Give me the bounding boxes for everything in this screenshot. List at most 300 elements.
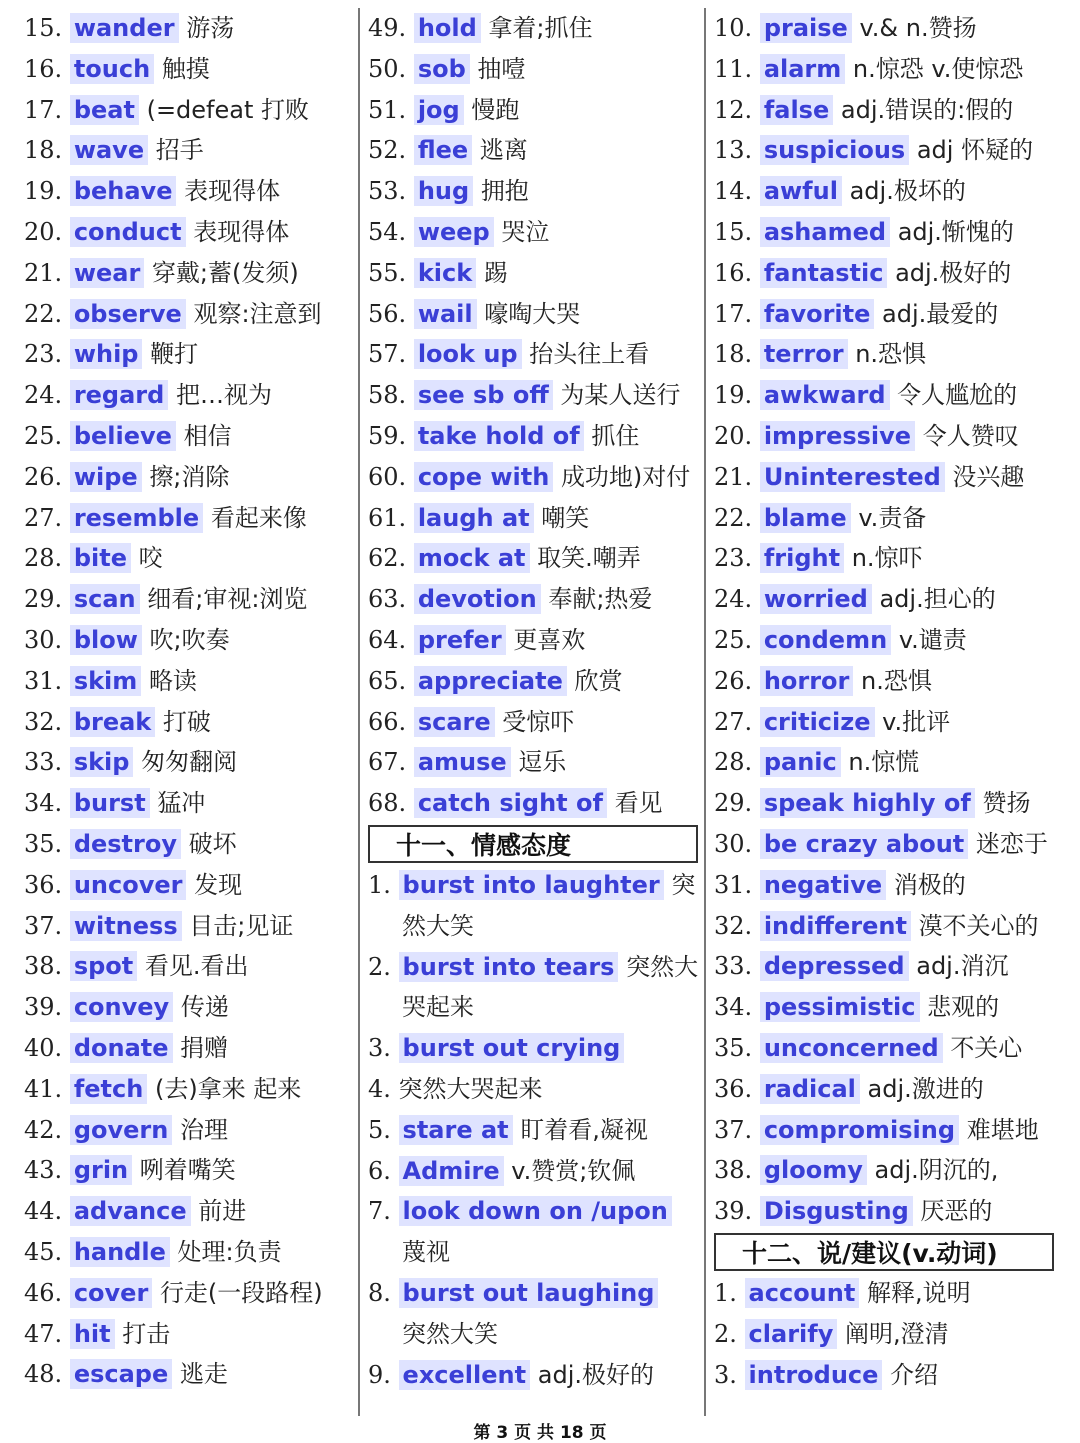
entry-number: 56. <box>368 299 407 328</box>
entry-number: 9. <box>368 1360 391 1389</box>
entry-term: praise <box>760 13 852 43</box>
entry-meaning: v.责备 <box>858 503 927 532</box>
entry-number: 27. <box>714 707 753 736</box>
vocab-entry <box>714 620 1054 661</box>
vocab-entry <box>714 1355 1054 1396</box>
vocab-entry <box>368 498 698 539</box>
entry-meaning: n.惊吓 <box>851 544 923 573</box>
entry-meaning: 难堪地 <box>966 1115 1039 1144</box>
entry-term: radical <box>760 1074 860 1104</box>
entry-term: fantastic <box>760 258 888 288</box>
entry-term: gloomy <box>760 1155 867 1185</box>
entry-term: donate <box>70 1033 173 1063</box>
vocab-entry <box>714 661 1054 702</box>
vocab-column-3 <box>714 8 1054 1416</box>
entry-number: 32. <box>24 707 63 736</box>
entry-meaning: 嘲笑 <box>541 503 590 532</box>
entry-meaning: 令人尴尬的 <box>897 381 1018 410</box>
entry-meaning: 抓住 <box>591 421 640 450</box>
entry-term: Disgusting <box>760 1196 913 1226</box>
entry-term: blame <box>760 503 851 533</box>
vocab-entry <box>368 1069 698 1110</box>
entry-number: 1. <box>368 870 391 899</box>
vocab-entry <box>24 171 358 212</box>
entry-term: believe <box>70 421 176 451</box>
entry-number: 67. <box>368 748 407 777</box>
entry-number: 30. <box>714 829 753 858</box>
entry-number: 47. <box>24 1319 63 1348</box>
entry-number: 27. <box>24 503 63 532</box>
entry-term: burst out crying <box>399 1033 625 1063</box>
entry-meaning: 成功地)对付 <box>560 462 691 491</box>
vocab-entry <box>24 1069 358 1110</box>
entry-term: clarify <box>745 1319 838 1349</box>
vocab-entry <box>368 8 698 49</box>
entry-number: 31. <box>714 870 753 899</box>
entry-term: burst into laughter <box>399 870 664 900</box>
vocab-entry <box>714 579 1054 620</box>
entry-term: stare at <box>399 1115 513 1145</box>
entry-number: 36. <box>714 1074 753 1103</box>
entry-number: 62. <box>368 544 407 573</box>
vocab-entry <box>714 253 1054 294</box>
entry-number: 21. <box>714 462 753 491</box>
entry-term: wipe <box>70 462 142 492</box>
vocab-entry <box>714 783 1054 824</box>
vocab-entry <box>714 946 1054 987</box>
entry-meaning: 招手 <box>155 136 204 165</box>
entry-number: 21. <box>24 258 63 287</box>
entry-meaning: 不关心 <box>950 1033 1023 1062</box>
entry-meaning: 慢跑 <box>471 95 520 124</box>
vocab-entry <box>368 1314 698 1355</box>
entry-meaning: 取笑.嘲弄 <box>537 544 641 573</box>
vocab-entry <box>368 742 698 783</box>
entry-term: hit <box>70 1319 115 1349</box>
vocab-entry <box>714 130 1054 171</box>
entry-term: laugh at <box>414 503 534 533</box>
entry-term: devotion <box>414 584 541 614</box>
entry-number: 26. <box>714 666 753 695</box>
vocab-entry <box>714 987 1054 1028</box>
entry-number: 17. <box>24 95 63 124</box>
vocab-entry <box>714 8 1054 49</box>
vocab-entry <box>714 1191 1054 1232</box>
entry-number: 53. <box>368 177 407 206</box>
vocab-entry <box>368 416 698 457</box>
vocab-entry <box>714 498 1054 539</box>
vocab-entry <box>24 742 358 783</box>
entry-meaning: 没兴趣 <box>952 462 1025 491</box>
entry-term: wear <box>70 258 144 288</box>
entry-meaning: 迷恋于 <box>975 829 1048 858</box>
vocab-entry <box>368 987 698 1028</box>
entry-term: prefer <box>414 625 506 655</box>
entry-number: 54. <box>368 217 407 246</box>
entry-meaning: 突然大哭起来 <box>398 1074 543 1103</box>
entry-meaning: adj 怀疑的 <box>916 136 1034 165</box>
entry-number: 16. <box>714 258 753 287</box>
entry-meaning: 逗乐 <box>518 748 567 777</box>
vocab-entry <box>714 49 1054 90</box>
entry-term: hug <box>414 176 473 206</box>
vocab-entry <box>24 579 358 620</box>
entry-term: horror <box>760 666 854 696</box>
entry-number: 38. <box>24 952 63 981</box>
section-heading: 十一、情感态度 <box>368 825 698 863</box>
entry-meaning: 把…视为 <box>175 381 272 410</box>
vocab-entry <box>368 783 698 824</box>
entry-term: hold <box>414 13 481 43</box>
entry-number: 3. <box>714 1360 737 1389</box>
vocab-entry <box>24 661 358 702</box>
vocab-entry <box>714 1314 1054 1355</box>
vocab-entry <box>24 1273 358 1314</box>
entry-meaning: 漠不关心的 <box>918 911 1039 940</box>
vocab-column-1 <box>24 8 358 1416</box>
entry-term: wail <box>414 299 477 329</box>
vocab-entry <box>368 49 698 90</box>
vocab-entry <box>714 212 1054 253</box>
vocab-entry <box>714 1150 1054 1191</box>
entry-term: advance <box>70 1196 191 1226</box>
entry-number: 33. <box>24 748 63 777</box>
vocab-entry <box>714 702 1054 743</box>
entry-term: speak highly of <box>760 788 975 818</box>
entry-meaning: 前进 <box>198 1197 247 1226</box>
entry-term: observe <box>70 299 186 329</box>
entry-meaning: 受惊吓 <box>502 707 575 736</box>
entry-number: 39. <box>24 993 63 1022</box>
entry-number: 18. <box>24 136 63 165</box>
entry-number: 28. <box>714 748 753 777</box>
entry-term: destroy <box>70 829 181 859</box>
entry-meaning: adj.极好的 <box>895 258 1012 287</box>
entry-number: 3. <box>368 1034 391 1063</box>
vocab-entry <box>24 620 358 661</box>
entry-term: see sb off <box>414 380 553 410</box>
vocab-entry <box>368 212 698 253</box>
entry-term: spot <box>70 951 137 981</box>
vocab-entry <box>24 783 358 824</box>
entry-term: false <box>760 95 833 125</box>
vocab-entry <box>24 8 358 49</box>
entry-term: break <box>70 707 155 737</box>
vocab-entry <box>368 947 698 988</box>
entry-number: 6. <box>368 1156 391 1185</box>
entry-term: beat <box>70 95 139 125</box>
entry-number: 2. <box>368 952 391 981</box>
entry-meaning: 拥抱 <box>480 177 529 206</box>
vocab-entry <box>368 579 698 620</box>
entry-number: 23. <box>714 544 753 573</box>
entry-meaning: 细看;审视:浏览 <box>147 585 308 614</box>
entry-number: 8. <box>368 1278 391 1307</box>
entry-meaning: 逃走 <box>179 1360 228 1389</box>
entry-meaning-continued: 蔑视 <box>402 1238 450 1267</box>
entry-term: worried <box>760 584 872 614</box>
vocab-entry <box>368 661 698 702</box>
entry-term: unconcerned <box>760 1033 943 1063</box>
vocab-entry <box>24 130 358 171</box>
entry-meaning: adj.阴沉的, <box>874 1156 999 1185</box>
entry-meaning: 盯着看,凝视 <box>520 1115 648 1144</box>
vocab-entry <box>24 294 358 335</box>
entry-meaning: (去)拿来 起来 <box>154 1074 302 1103</box>
entry-meaning: n.惊慌 <box>848 748 920 777</box>
entry-number: 4. <box>368 1074 391 1103</box>
entry-meaning: adj.惭愧的 <box>897 217 1014 246</box>
entry-meaning: adj.极坏的 <box>849 177 966 206</box>
entry-number: 34. <box>714 993 753 1022</box>
entry-number: 63. <box>368 585 407 614</box>
entry-meaning: n.恐惧 <box>855 340 927 369</box>
entry-term: suspicious <box>760 135 909 165</box>
entry-number: 24. <box>714 585 753 614</box>
vocab-entry <box>24 538 358 579</box>
entry-number: 46. <box>24 1278 63 1307</box>
entry-term: terror <box>760 339 848 369</box>
entry-meaning: 治理 <box>179 1115 228 1144</box>
vocab-entry <box>24 334 358 375</box>
vocab-entry <box>368 294 698 335</box>
vocab-entry <box>714 824 1054 865</box>
vocab-entry <box>24 375 358 416</box>
entry-number: 22. <box>24 299 63 328</box>
vocab-entry <box>24 1028 358 1069</box>
entry-term: amuse <box>414 747 511 777</box>
entry-meaning: 游荡 <box>186 14 235 42</box>
entry-term: grin <box>70 1155 132 1185</box>
entry-meaning: n.惊恐 v.使惊恐 <box>852 54 1024 83</box>
entry-meaning: 踢 <box>483 258 508 287</box>
entry-meaning: 更喜欢 <box>513 625 586 654</box>
entry-number: 57. <box>368 340 407 369</box>
vocab-entry <box>368 1028 698 1069</box>
entry-term: excellent <box>399 1360 531 1390</box>
vocab-entry <box>714 906 1054 947</box>
entry-meaning: 阐明,澄清 <box>844 1319 949 1348</box>
entry-number: 64. <box>368 625 407 654</box>
entry-meaning: 略读 <box>148 666 197 695</box>
entry-number: 18. <box>714 340 753 369</box>
entry-term: jog <box>414 95 464 125</box>
entry-number: 2. <box>714 1319 737 1348</box>
vocab-entry <box>24 49 358 90</box>
entry-meaning: 咬 <box>138 544 163 573</box>
entry-term: Admire <box>399 1156 504 1186</box>
entry-meaning: 令人赞叹 <box>922 421 1019 450</box>
entry-number: 19. <box>714 381 753 410</box>
entry-number: 60. <box>368 462 407 491</box>
entry-term: handle <box>70 1237 170 1267</box>
entry-meaning: 观察:注意到 <box>193 299 322 328</box>
entry-number: 36. <box>24 870 63 899</box>
entry-term: be crazy about <box>760 829 968 859</box>
entry-number: 41. <box>24 1074 63 1103</box>
entry-number: 50. <box>368 54 407 83</box>
entry-number: 59. <box>368 421 407 450</box>
entry-term: indifferent <box>760 911 911 941</box>
vocab-entry <box>368 1151 698 1192</box>
entry-meaning: 匆匆翻阅 <box>141 748 238 777</box>
entry-meaning: 吹;吹奏 <box>149 625 230 654</box>
vocab-entry <box>24 253 358 294</box>
entry-term: scan <box>70 584 140 614</box>
entry-term: alarm <box>760 54 845 84</box>
entry-number: 7. <box>368 1197 391 1226</box>
entry-number: 28. <box>24 544 63 573</box>
entry-term: touch <box>70 54 154 84</box>
vocab-entry <box>714 294 1054 335</box>
vocab-entry <box>24 1314 358 1355</box>
entry-number: 34. <box>24 789 63 818</box>
entry-term: flee <box>414 135 472 165</box>
vocab-entry <box>24 702 358 743</box>
entry-meaning: 相信 <box>183 421 232 450</box>
entry-meaning: 猛冲 <box>157 789 206 818</box>
entry-number: 68. <box>368 789 407 818</box>
vocab-entry <box>24 946 358 987</box>
entry-meaning: 嚎啕大哭 <box>484 299 581 328</box>
entry-number: 66. <box>368 707 407 736</box>
entry-term: impressive <box>760 421 915 451</box>
entry-meaning: 奉献;热爱 <box>548 585 653 614</box>
vocab-entry <box>714 171 1054 212</box>
entry-number: 20. <box>714 421 753 450</box>
entry-term: wave <box>70 135 148 165</box>
entry-term: behave <box>70 176 177 206</box>
vocab-entry <box>714 1069 1054 1110</box>
entry-term: skip <box>70 747 134 777</box>
entry-term: mock at <box>414 543 530 573</box>
entry-meaning: adj.错误的:假的 <box>840 95 1014 124</box>
entry-term: appreciate <box>414 666 567 696</box>
entry-number: 37. <box>24 911 63 940</box>
entry-term: govern <box>70 1115 173 1145</box>
entry-meaning: 破坏 <box>188 829 237 858</box>
entry-number: 29. <box>24 585 63 614</box>
entry-meaning: 穿戴;蓄(发须) <box>151 258 299 287</box>
entry-term: bite <box>70 543 131 573</box>
vocab-entry <box>368 1355 698 1396</box>
entry-meaning: v.赞赏;钦佩 <box>511 1156 636 1185</box>
entry-meaning: v.批评 <box>882 707 951 736</box>
entry-meaning: adj.消沉 <box>916 952 1009 981</box>
entry-meaning-continued: 哭起来 <box>402 993 474 1022</box>
vocab-entry <box>24 498 358 539</box>
entry-term: burst out laughing <box>399 1278 659 1308</box>
entry-number: 51. <box>368 95 407 124</box>
entry-meaning: 为某人送行 <box>560 381 681 410</box>
entry-number: 15. <box>714 217 753 246</box>
vocab-entry <box>24 1354 358 1395</box>
entry-number: 5. <box>368 1115 391 1144</box>
vocab-entry <box>714 538 1054 579</box>
entry-meaning: 目击;见证 <box>189 911 294 940</box>
entry-meaning: 看起来像 <box>210 503 307 532</box>
vocab-entry <box>24 416 358 457</box>
entry-number: 65. <box>368 666 407 695</box>
vocab-entry <box>714 865 1054 906</box>
entry-term: whip <box>70 339 143 369</box>
vocab-entry <box>368 702 698 743</box>
entry-number: 61. <box>368 503 407 532</box>
entry-number: 45. <box>24 1237 63 1266</box>
vocab-entry <box>368 865 698 906</box>
entry-number: 30. <box>24 625 63 654</box>
entry-number: 12. <box>714 95 753 124</box>
entry-meaning: 行走(一段路程) <box>159 1278 323 1307</box>
entry-meaning: (=defeat 打败 <box>146 95 310 124</box>
entry-meaning: 发现 <box>194 870 243 899</box>
vocab-entry <box>24 212 358 253</box>
entry-meaning-continued: 然大笑 <box>402 911 474 940</box>
entry-number: 15. <box>24 14 63 42</box>
vocab-entry <box>368 334 698 375</box>
entry-term: blow <box>70 625 142 655</box>
entry-term: convey <box>70 992 173 1022</box>
entry-term: resemble <box>70 503 203 533</box>
entry-meaning: adj.激进的 <box>867 1074 984 1103</box>
vocab-entry <box>368 457 698 498</box>
entry-meaning: 表现得体 <box>193 217 290 246</box>
entry-meaning-continued: 突然大笑 <box>402 1319 498 1348</box>
vocab-entry <box>714 1028 1054 1069</box>
entry-meaning: 介绍 <box>890 1360 939 1389</box>
entry-term: ashamed <box>760 217 890 247</box>
entry-number: 17. <box>714 299 753 328</box>
entry-meaning: 处理:负责 <box>177 1237 282 1266</box>
entry-term: catch sight of <box>414 788 607 818</box>
entry-meaning: 表现得体 <box>184 177 281 206</box>
vocab-column-2 <box>368 8 698 1416</box>
entry-meaning: 逃离 <box>479 136 528 165</box>
entry-meaning: adj.极好的 <box>537 1360 654 1389</box>
entry-term: skim <box>70 666 141 696</box>
entry-number: 35. <box>714 1033 753 1062</box>
vocab-entry <box>714 334 1054 375</box>
entry-term: awful <box>760 176 842 206</box>
entry-meaning: 欣赏 <box>574 666 623 695</box>
vocab-entry <box>24 824 358 865</box>
entry-number: 58. <box>368 381 407 410</box>
column-divider-2 <box>704 8 706 1416</box>
entry-term: Uninterested <box>760 462 945 492</box>
entry-term: condemn <box>760 625 891 655</box>
entry-number: 44. <box>24 1197 63 1226</box>
entry-meaning: 悲观的 <box>927 993 1000 1022</box>
vocab-entry <box>24 90 358 131</box>
vocab-entry <box>368 1191 698 1232</box>
entry-meaning: 打击 <box>122 1319 171 1348</box>
entry-term: criticize <box>760 707 875 737</box>
entry-term: scare <box>414 707 495 737</box>
entry-number: 1. <box>714 1278 737 1307</box>
entry-meaning: 咧着嘴笑 <box>139 1156 236 1185</box>
vocab-entry <box>714 90 1054 131</box>
column-divider-1 <box>358 8 360 1416</box>
entry-meaning: 突 <box>671 870 696 899</box>
entry-number: 24. <box>24 381 63 410</box>
entry-meaning: 抬头往上看 <box>529 340 650 369</box>
entry-meaning: 打破 <box>162 707 211 736</box>
entry-number: 10. <box>714 14 753 42</box>
section-heading: 十二、说/建议(v.动词) <box>714 1233 1054 1271</box>
entry-meaning: 看见 <box>614 789 663 818</box>
entry-term: regard <box>70 380 169 410</box>
vocab-entry <box>714 1273 1054 1314</box>
